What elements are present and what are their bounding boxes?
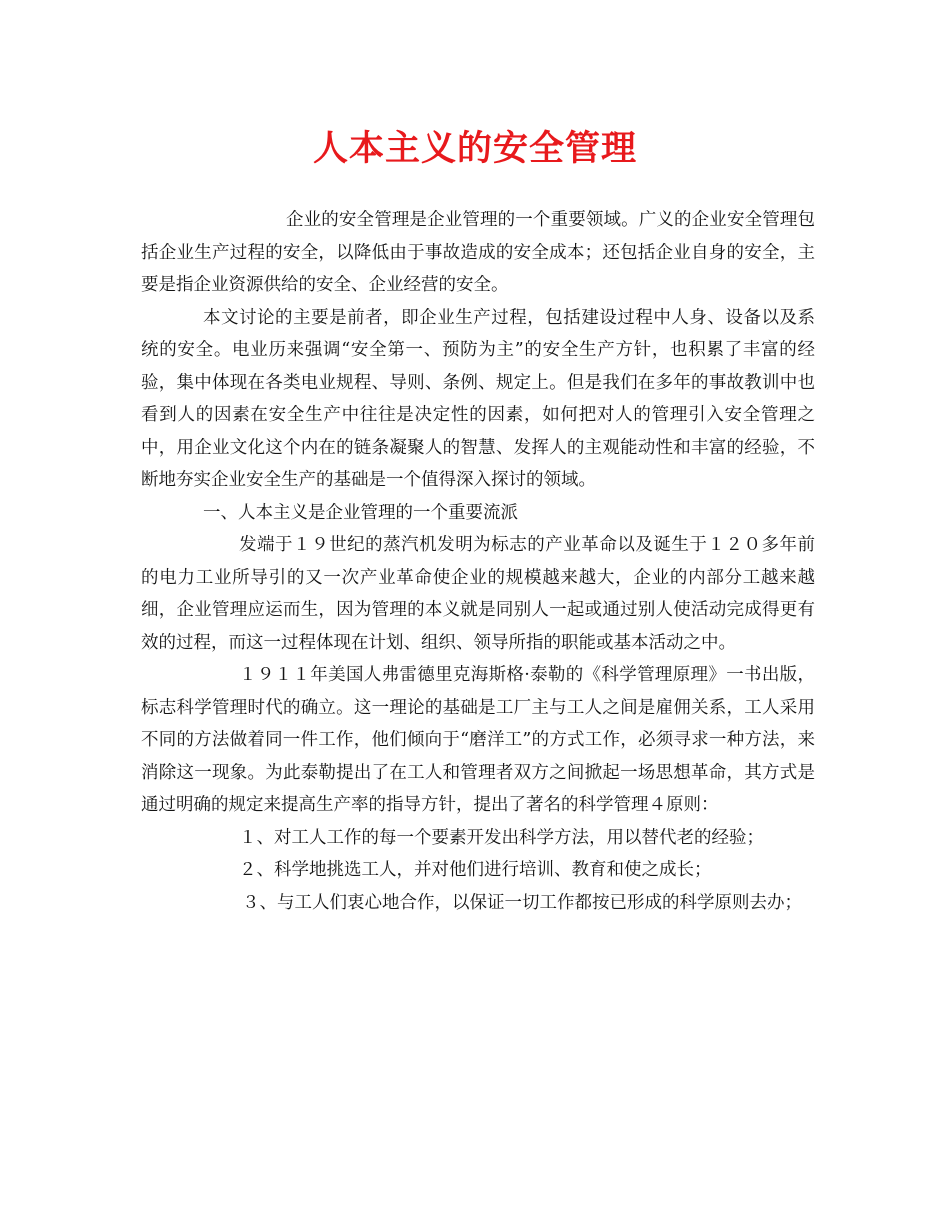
paragraph-taylor: １９１１年美国人弗雷德里克海斯格·泰勒的《科学管理原理》一书出版，标志科学管理时代的确立。这一理论的基础是工厂主与工人之间是雇佣关系，工人采用不同的方法做着同一件工作，他们倾向于“磨洋工”的方式工作，必须寻求一种方法，来消除这一现象。为此泰勒提出了在工人和管理者双方之间掀起一场思想革命，其方式是通过明确的规定来提高生产率的指导方针，提出了著名的科学管理４原则： bbox=[141, 665, 815, 815]
paragraph-intro: 企业的安全管理是企业管理的一个重要领域。广义的企业安全管理包括企业生产过程的安全，以降低由于事故造成的安全成本；还包括企业自身的安全，主要是指企业资源供给的安全、企业经营的安全。 bbox=[141, 210, 815, 295]
paragraph-scope: 本文讨论的主要是前者，即企业生产过程，包括建设过程中人身、设备以及系统的安全。电业历来强调“安全第一、预防为主”的安全生产方针，也积累了丰富的经验，集中体现在各类电业规程、导则、条例、规定上。但是我们在多年的事故教训中也看到人的因素在安全生产中往往是决定性的因素，如何把对人的管理引入安全管理之中，用企业文化这个内在的链条凝聚人的智慧、发挥人的主观能动性和丰富的经验，不断地夯实企业安全生产的基础是一个值得深入探讨的领域。 bbox=[141, 307, 815, 490]
list-item-principle-1: １、对工人工作的每一个要素开发出科学方法，用以替代老的经验； bbox=[239, 827, 764, 848]
document-title: 人本主义的安全管理 bbox=[312, 128, 637, 169]
section-heading-1: 一、人本主义是企业管理的一个重要流派 bbox=[203, 502, 518, 523]
list-item-principle-2: ２、科学地挑选工人，并对他们进行培训、教育和使之成长； bbox=[239, 860, 712, 880]
paragraph-industrial-revolution: 发端于１９世纪的蒸汽机发明为标志的产业革命以及诞生于１２０多年前的电力工业所导引的又一次产业革命使企业的规模越来越大，企业的内部分工越来越细，企业管理应运而生，因为管理的本义就是同别人一起或通过别人使活动完成得更有效的过程，而这一过程体现在计划、组织、领导所指的职能或基本活动之中。 bbox=[141, 535, 815, 653]
document-body bbox=[141, 204, 815, 919]
list-item-principle-3: ３、与工人们衷心地合作，以保证一切工作都按已形成的科学原则去办； bbox=[242, 892, 802, 913]
